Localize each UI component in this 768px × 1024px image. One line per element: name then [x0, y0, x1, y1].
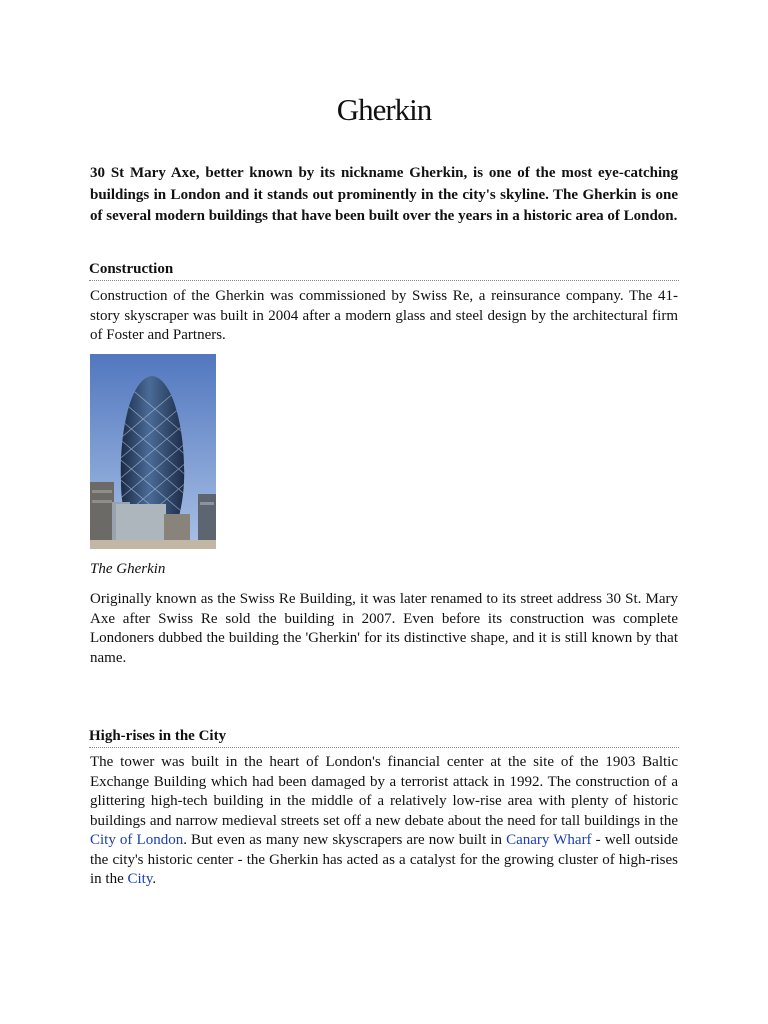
- highrises-text-1: The tower was built in the heart of London's financial center at the site of the 1903 Baltic Exchange Building which had been damaged by a terrorist attack in 1992. The construction of a glittering high-tech building in the middle of a relatively low-rise area with plenty of historic buildings and narrow medieval streets set off a new debate about the need for tall buildings in the: [90, 754, 678, 829]
- highrises-text-4: .: [152, 871, 157, 887]
- link-canary-wharf[interactable]: Canary Wharf: [506, 832, 592, 848]
- link-city[interactable]: City: [127, 871, 153, 887]
- image-caption: The Gherkin: [90, 561, 166, 577]
- highrises-text-3: - well outside the city's historic center - the Gherkin has acted as a catalyst for the growing cluster of high-rises in the: [90, 832, 679, 887]
- intro-paragraph: 30 St Mary Axe, better known by its nickname Gherkin, is one of the most eye-catching buildings in London and it stands out prominently in the city's skyline. The Gherkin is one of several modern buildings that have been built over the years in a historic area of London.: [90, 165, 678, 224]
- section-heading-construction: Construction: [89, 260, 679, 281]
- construction-paragraph-1: Construction of the Gherkin was commissioned by Swiss Re, a reinsurance company. The 41-story skyscraper was built in 2004 after a modern glass and steel design by the architectural firm of Foster and Partners.: [90, 288, 678, 343]
- gherkin-photo: [90, 354, 216, 549]
- section-heading-highrises: High-rises in the City: [89, 727, 679, 748]
- construction-paragraph-2: Originally known as the Swiss Re Building, it was later renamed to its street address 30 St. Mary Axe after Swiss Re sold the building in 2007. Even before its construction was complete Londoners dubbed the building the 'Gherkin' for its distinctive shape, and it is still known by that name.: [90, 591, 678, 666]
- link-city-of-london[interactable]: City of London: [90, 832, 184, 848]
- highrises-paragraph: [90, 753, 678, 890]
- highrises-text-2: . But even as many new skyscrapers are now built in: [183, 832, 507, 848]
- page-title: Gherkin: [336, 92, 432, 127]
